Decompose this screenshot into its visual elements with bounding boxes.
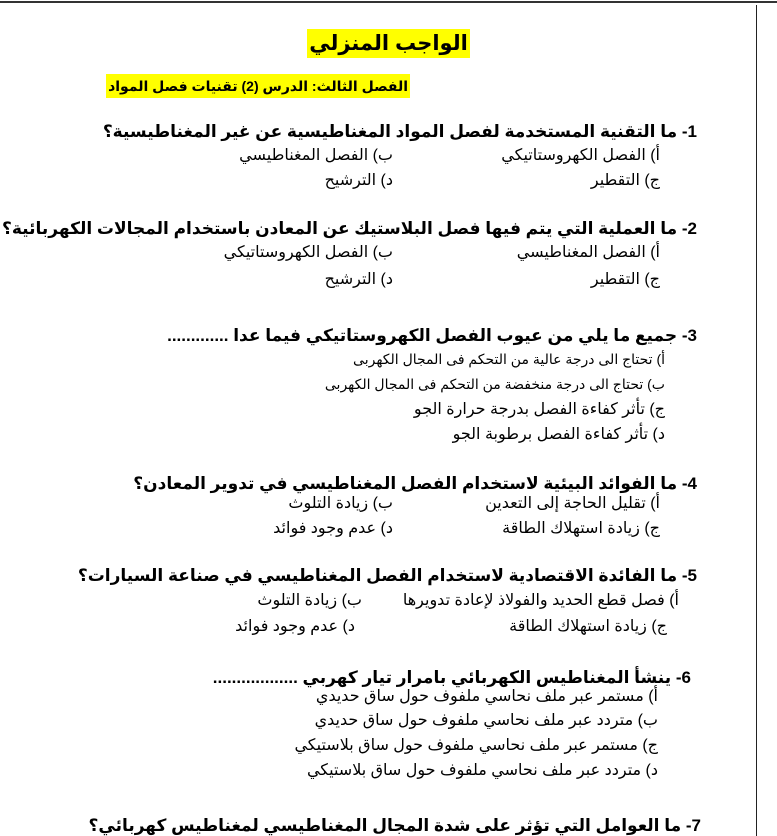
q1-option-a: أ) الفصل الكهروستاتيكي — [501, 147, 660, 164]
lesson-subtitle — [106, 79, 410, 95]
q5-option-c: ج) زيادة استهلاك الطاقة — [509, 618, 667, 635]
q6-option-a: أ) مستمر عبر ملف نحاسي ملفوف حول ساق حديدي — [315, 688, 658, 705]
q6-option-b: ب) متردد عبر ملف نحاسي ملفوف حول ساق حديدي — [314, 712, 658, 729]
question-3: 3- جميع ما يلي من عيوب الفصل الكهروستاتيكي فيما عدا ............. — [167, 326, 697, 345]
q6-option-c: ج) مستمر عبر ملف نحاسي ملفوف حول ساق بلاستيكي — [294, 737, 658, 754]
q3-option-a: أ) تحتاج الى درجة عالية من التحكم فى المجال الكهربى — [353, 351, 665, 367]
q3-option-d: د) تأثر كفاءة الفصل برطوبة الجو — [452, 426, 665, 443]
q5-option-d: د) عدم وجود فوائد — [235, 618, 355, 635]
q3-option-b: ب) تحتاج الى درجة منخفضة من التحكم فى المجال الكهربى — [324, 376, 665, 392]
question-1: 1- ما التقنية المستخدمة لفصل المواد المغناطيسية عن غير المغناطيسية؟ — [102, 122, 697, 141]
question-5: 5- ما الفائدة الاقتصادية لاستخدام الفصل المغناطيسي في صناعة السيارات؟ — [77, 566, 697, 585]
page-top-border — [0, 1, 777, 3]
page-title — [0, 33, 777, 54]
question-2: 2- ما العملية التي يتم فيها فصل البلاستيك عن المعادن باستخدام المجالات الكهربائية؟ — [2, 219, 697, 238]
q4-option-b: ب) زيادة التلوث — [288, 495, 393, 512]
question-4: 4- ما الفوائد البيئية لاستخدام الفصل المغناطيسي في تدوير المعادن؟ — [133, 474, 697, 493]
title-text: الواجب المنزلي — [307, 29, 470, 58]
q2-option-d: د) الترشيح — [324, 271, 393, 288]
q1-option-c: ج) التقطير — [590, 172, 660, 189]
question-7: 7- ما العوامل التي تؤثر على شدة المجال المغناطيسي لمغناطيس كهربائي؟ — [88, 816, 701, 835]
q1-option-b: ب) الفصل المغناطيسي — [239, 147, 393, 164]
q5-option-b: ب) زيادة التلوث — [257, 592, 362, 609]
q6-option-d: د) متردد عبر ملف نحاسي ملفوف حول ساق بلاستيكي — [306, 762, 658, 779]
q4-option-d: د) عدم وجود فوائد — [273, 520, 393, 537]
q1-option-d: د) الترشيح — [324, 172, 393, 189]
q2-option-a: أ) الفصل المغناطيسي — [516, 244, 660, 261]
q4-option-a: أ) تقليل الحاجة إلى التعدين — [485, 495, 660, 512]
q2-option-b: ب) الفصل الكهروستاتيكي — [223, 244, 393, 261]
q2-option-c: ج) التقطير — [590, 271, 660, 288]
subtitle-text: الفصل الثالث: الدرس (2) تقنيات فصل المواد — [106, 74, 410, 98]
page-right-border — [756, 5, 757, 836]
question-6: 6- ينشأ المغناطيس الكهربائي بامرار تيار كهربي .................. — [212, 668, 691, 687]
q3-option-c: ج) تأثر كفاءة الفصل بدرجة حرارة الجو — [413, 401, 665, 418]
q5-option-a: أ) فصل قطع الحديد والفولاذ لإعادة تدويرها — [402, 592, 679, 609]
q4-option-c: ج) زيادة استهلاك الطاقة — [502, 520, 660, 537]
